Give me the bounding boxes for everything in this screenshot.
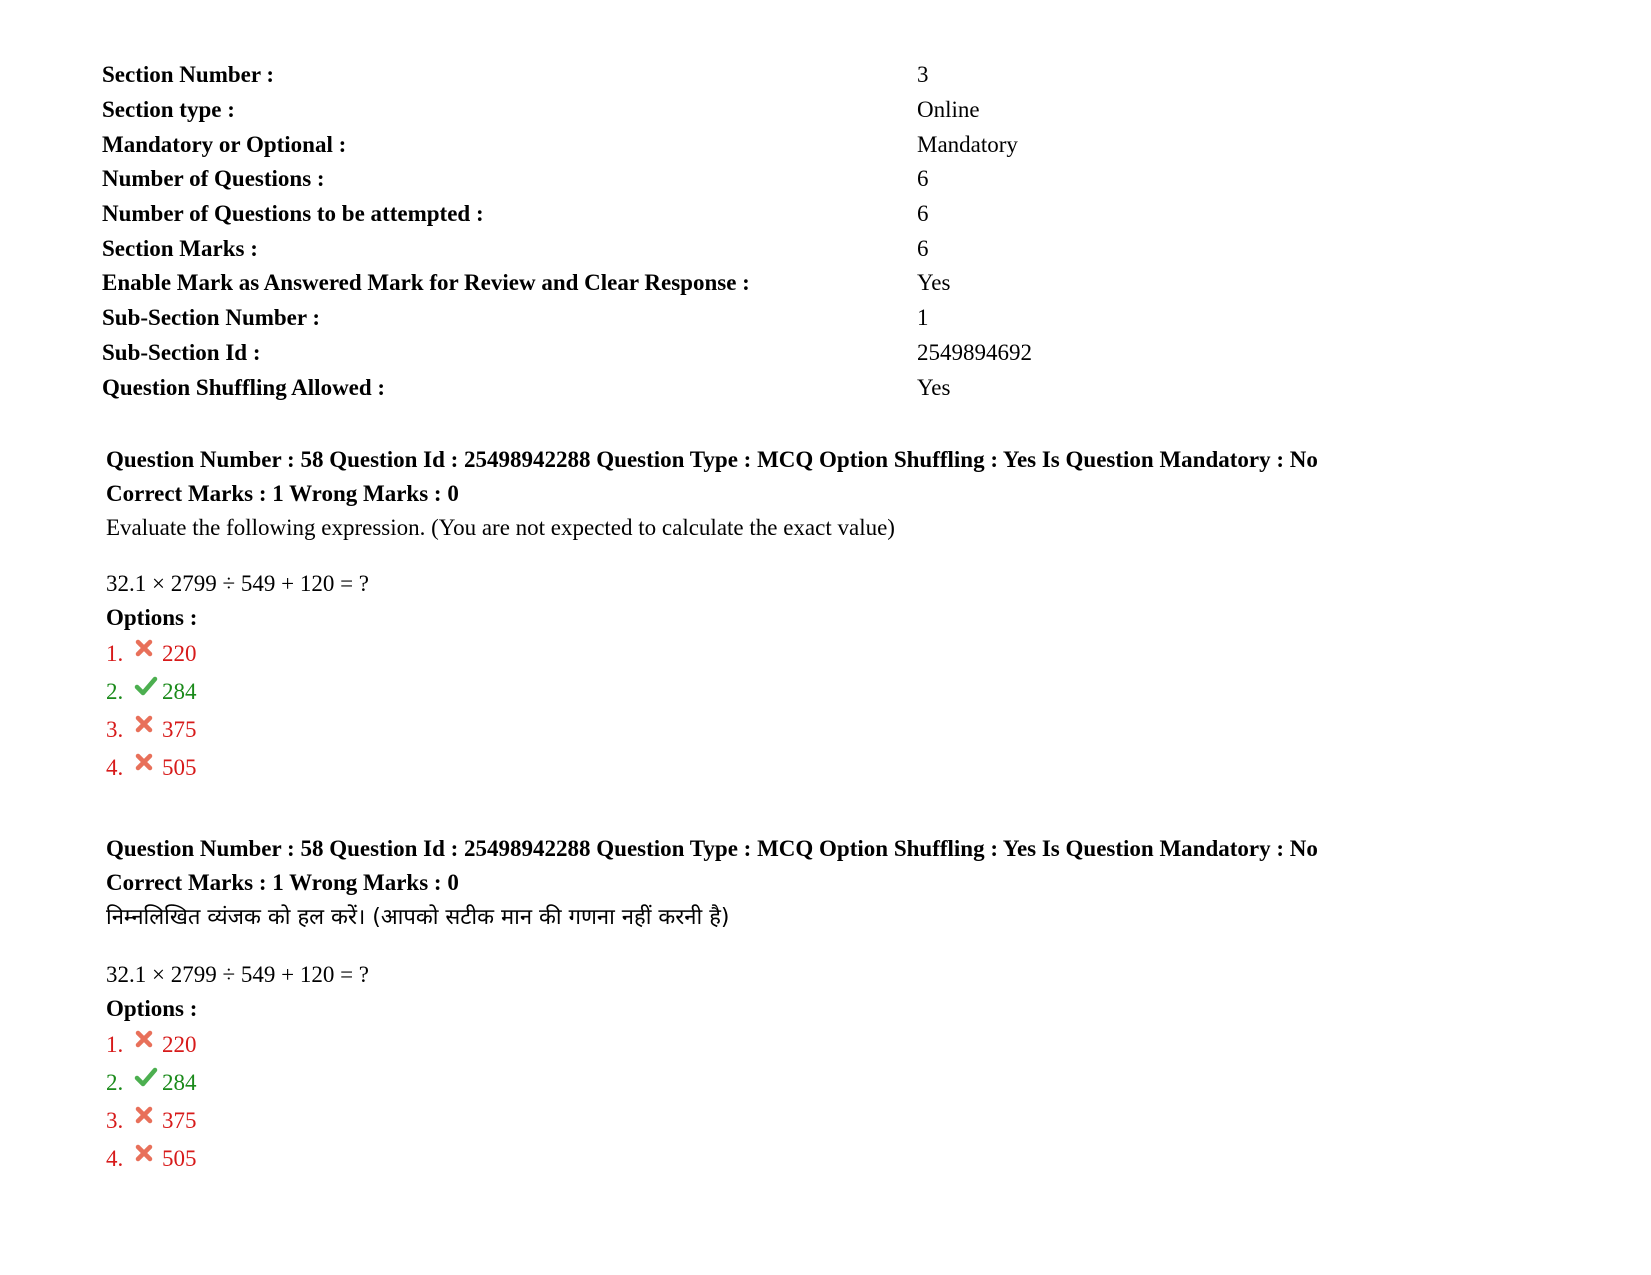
- question-expression: 32.1 × 2799 ÷ 549 + 120 = ?: [106, 571, 369, 596]
- options-label: Options :: [106, 605, 198, 630]
- options-label: Options :: [106, 996, 198, 1021]
- info-value: 1: [917, 305, 929, 331]
- option-value: 284: [162, 679, 197, 704]
- info-label: Question Shuffling Allowed :: [102, 374, 386, 400]
- option-item: [106, 1026, 1606, 1064]
- option-value: 505: [162, 755, 197, 780]
- info-value: Yes: [917, 374, 951, 400]
- option-number: 3.: [106, 717, 124, 742]
- question-block-english: [106, 443, 1606, 787]
- option-value: 375: [162, 717, 197, 742]
- info-row-number-of-questions: [102, 162, 1202, 197]
- option-value: 284: [162, 1070, 197, 1095]
- question-header: Question Number : 58 Question Id : 25498942288 Question Type : MCQ Option Shuffling : Yes Is Question Mandatory : No: [106, 836, 1318, 861]
- cross-icon: [134, 1029, 154, 1049]
- cross-icon: [134, 638, 154, 658]
- option-item: [106, 1140, 1606, 1178]
- info-row-mandatory: [102, 127, 1202, 162]
- info-value: 2549894692: [917, 339, 1032, 365]
- info-label: Section Marks :: [102, 235, 258, 261]
- info-row-sub-section-number: [102, 301, 1202, 336]
- option-item: [106, 673, 1606, 711]
- info-value: 6: [917, 235, 929, 261]
- info-value: Mandatory: [917, 131, 1018, 157]
- check-icon: [134, 1067, 154, 1087]
- info-row-section-number: [102, 58, 1202, 93]
- option-item: [106, 711, 1606, 749]
- info-value: Online: [917, 97, 980, 123]
- option-item: [106, 749, 1606, 787]
- question-marks: Correct Marks : 1 Wrong Marks : 0: [106, 870, 459, 895]
- info-label: Number of Questions to be attempted :: [102, 201, 484, 227]
- info-value: 3: [917, 62, 929, 88]
- question-text: Evaluate the following expression. (You are not expected to calculate the exact value): [106, 515, 895, 540]
- info-row-sub-section-id: [102, 336, 1202, 371]
- section-info-table: [102, 58, 1202, 405]
- option-value: 505: [162, 1146, 197, 1171]
- info-value: 6: [917, 201, 929, 227]
- cross-icon: [134, 1105, 154, 1125]
- info-label: Enable Mark as Answered Mark for Review and Clear Response :: [102, 270, 750, 296]
- info-row-questions-to-attempt: [102, 197, 1202, 232]
- cross-icon: [134, 752, 154, 772]
- option-item: [106, 1102, 1606, 1140]
- option-number: 1.: [106, 1032, 124, 1057]
- option-item: [106, 1064, 1606, 1102]
- option-item: [106, 635, 1606, 673]
- question-text: निम्नलिखित व्यंजक को हल करें। (आपको सटीक मान की गणना नहीं करनी है): [106, 905, 730, 930]
- info-label: Number of Questions :: [102, 166, 325, 192]
- question-block-hindi: [106, 832, 1606, 1178]
- question-header: Question Number : 58 Question Id : 25498942288 Question Type : MCQ Option Shuffling : Yes Is Question Mandatory : No: [106, 447, 1318, 472]
- info-value: Yes: [917, 270, 951, 296]
- cross-icon: [134, 1143, 154, 1163]
- info-label: Sub-Section Id :: [102, 339, 261, 365]
- info-label: Mandatory or Optional :: [102, 131, 347, 157]
- option-number: 3.: [106, 1108, 124, 1133]
- option-number: 1.: [106, 641, 124, 666]
- option-number: 2.: [106, 679, 124, 704]
- info-row-section-type: [102, 93, 1202, 128]
- cross-icon: [134, 714, 154, 734]
- info-label: Section Number :: [102, 62, 275, 88]
- info-label: Sub-Section Number :: [102, 305, 321, 331]
- option-value: 375: [162, 1108, 197, 1133]
- option-value: 220: [162, 1032, 197, 1057]
- question-marks: Correct Marks : 1 Wrong Marks : 0: [106, 481, 459, 506]
- option-number: 4.: [106, 1146, 124, 1171]
- check-icon: [134, 676, 154, 696]
- option-number: 4.: [106, 755, 124, 780]
- question-expression: 32.1 × 2799 ÷ 549 + 120 = ?: [106, 962, 369, 987]
- info-label: Section type :: [102, 97, 235, 123]
- option-number: 2.: [106, 1070, 124, 1095]
- info-row-enable-mark: [102, 266, 1202, 301]
- info-row-section-marks: [102, 231, 1202, 266]
- option-value: 220: [162, 641, 197, 666]
- info-row-shuffling-allowed: [102, 370, 1202, 405]
- info-value: 6: [917, 166, 929, 192]
